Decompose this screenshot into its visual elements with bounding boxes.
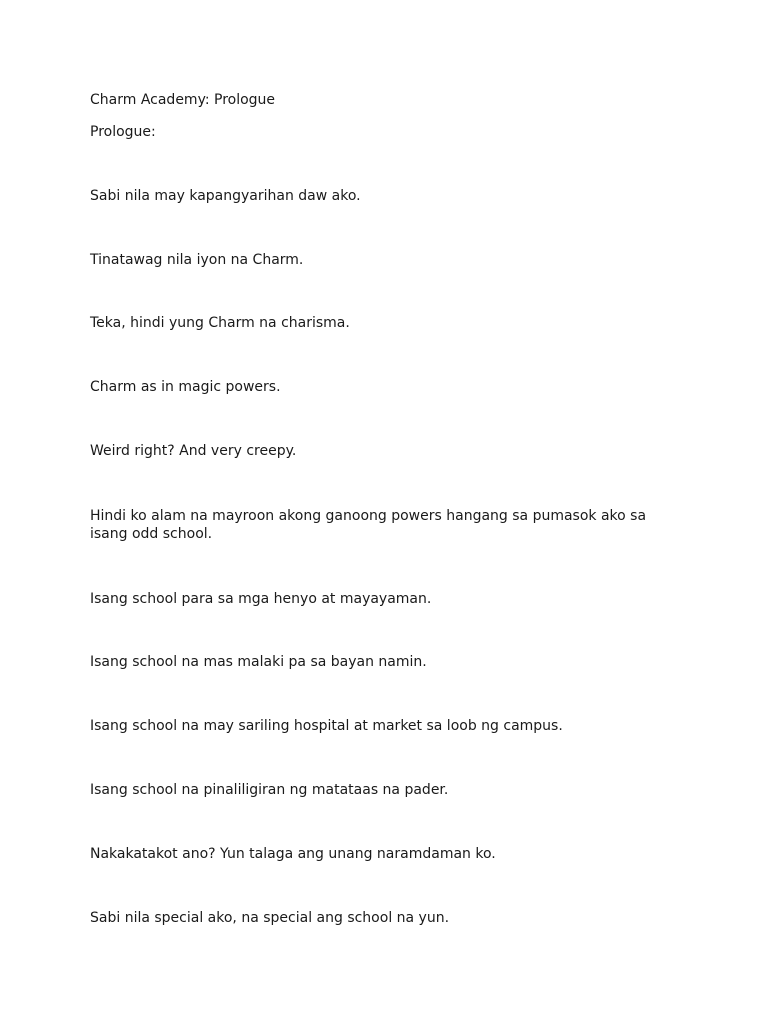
paragraph: Isang school na pinaliligiran ng matataas na pader.	[90, 782, 449, 798]
paragraph: Sabi nila may kapangyarihan daw ako.	[90, 188, 361, 204]
document-heading: Prologue:	[90, 124, 156, 140]
paragraph: Isang school na may sariling hospital at market sa loob ng campus.	[90, 718, 563, 734]
paragraph: Charm as in magic powers.	[90, 379, 281, 395]
paragraph: Tinatawag nila iyon na Charm.	[90, 252, 304, 268]
paragraph: Sabi nila special ako, na special ang school na yun.	[90, 910, 450, 926]
paragraph: Isang school para sa mga henyo at mayayaman.	[90, 591, 432, 607]
paragraph: Weird right? And very creepy.	[90, 443, 297, 459]
document-title: Charm Academy: Prologue	[90, 92, 276, 108]
paragraph: Hindi ko alam na mayroon akong ganoong powers hangang sa pumasok ako sa isang odd school.	[90, 508, 647, 542]
paragraph: Teka, hindi yung Charm na charisma.	[90, 315, 350, 331]
paragraph: Isang school na mas malaki pa sa bayan namin.	[90, 654, 427, 670]
paragraph: Nakakatakot ano? Yun talaga ang unang naramdaman ko.	[90, 846, 496, 862]
